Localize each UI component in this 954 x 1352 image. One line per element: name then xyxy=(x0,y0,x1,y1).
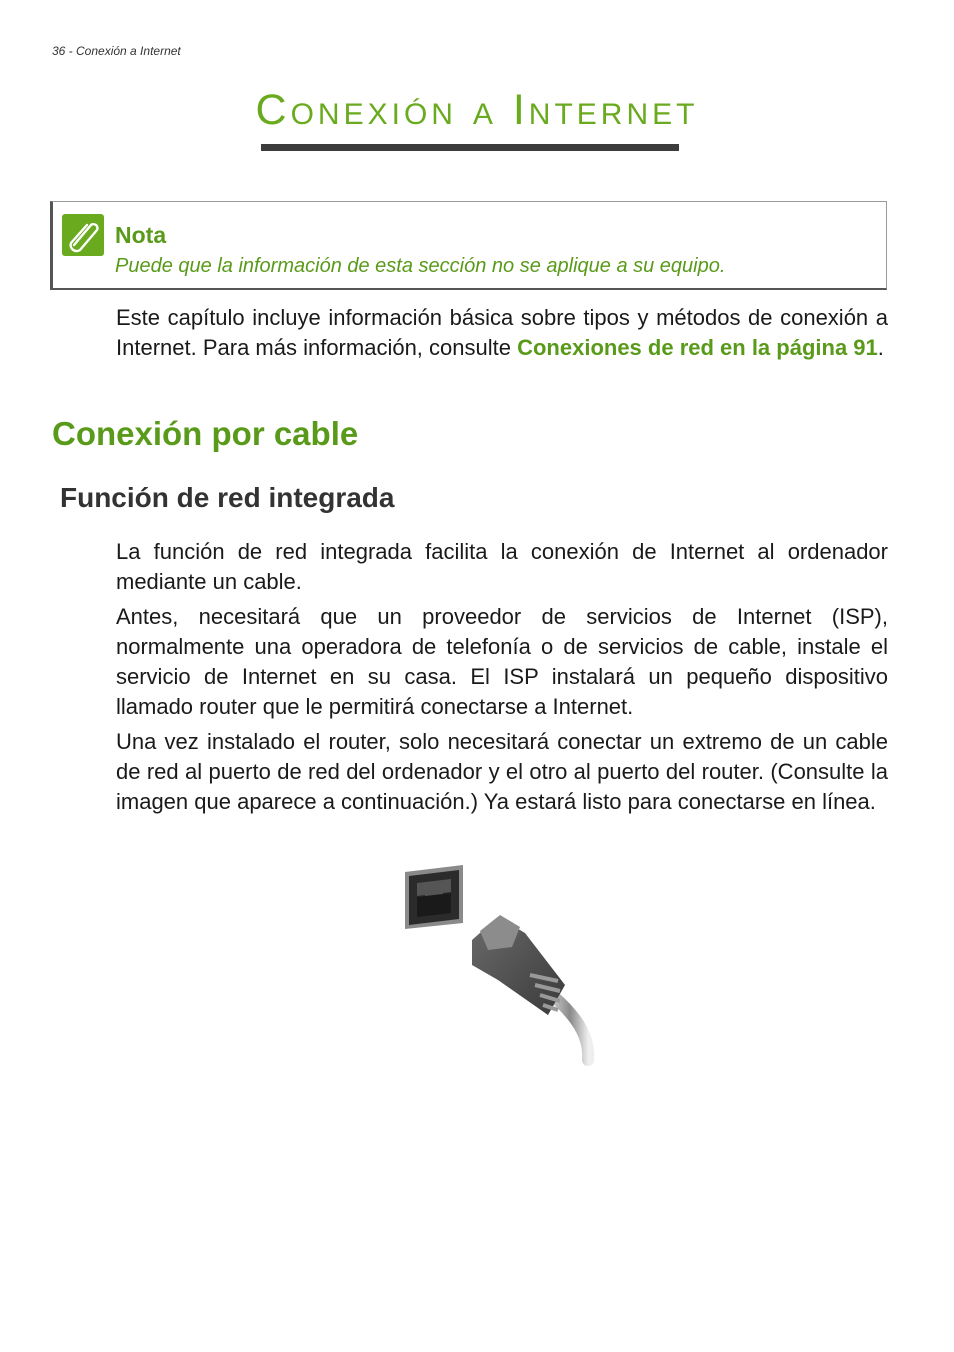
cross-reference-link[interactable]: Conexiones de red en la página 91 xyxy=(517,335,878,360)
intro-text-end: . xyxy=(877,335,884,360)
body-paragraph: Una vez instalado el router, solo necesitará conectar un extremo de un cable de red al puerto de red del ordenador y el otro al puerto del router. (Consulte la imagen que aparece a continuación.) Ya estará listo para conectarse en línea. xyxy=(116,729,888,814)
subsection-title: Función de red integrada xyxy=(60,482,395,513)
chapter-title: Conexión a Internet xyxy=(255,86,699,134)
ethernet-port-and-cable-icon xyxy=(380,855,620,1075)
body-paragraph: Antes, necesitará que un proveedor de servicios de Internet (ISP), normalmente una operadora de telefonía o de servicios de cable, instale el servicio de Internet en su casa. El ISP instalará un pequeño dispositivo llamado router que le permitirá conectarse a Internet. xyxy=(116,604,888,719)
note-text: Puede que la información de esta sección no se aplique a su equipo. xyxy=(115,255,726,277)
section-title: Conexión por cable xyxy=(52,415,359,452)
title-rule xyxy=(261,144,679,151)
note-label: Nota xyxy=(115,222,167,248)
intro-paragraph xyxy=(116,303,888,363)
intro-text: Este capítulo incluye información básica sobre tipos y métodos de conexión a Internet. Para más información, consulte xyxy=(116,305,888,360)
running-header: 36 - Conexión a Internet xyxy=(52,44,181,58)
body-paragraph: La función de red integrada facilita la conexión de Internet al ordenador mediante un cable. xyxy=(116,539,888,594)
note-box xyxy=(50,201,887,290)
pencil-icon xyxy=(62,214,104,256)
